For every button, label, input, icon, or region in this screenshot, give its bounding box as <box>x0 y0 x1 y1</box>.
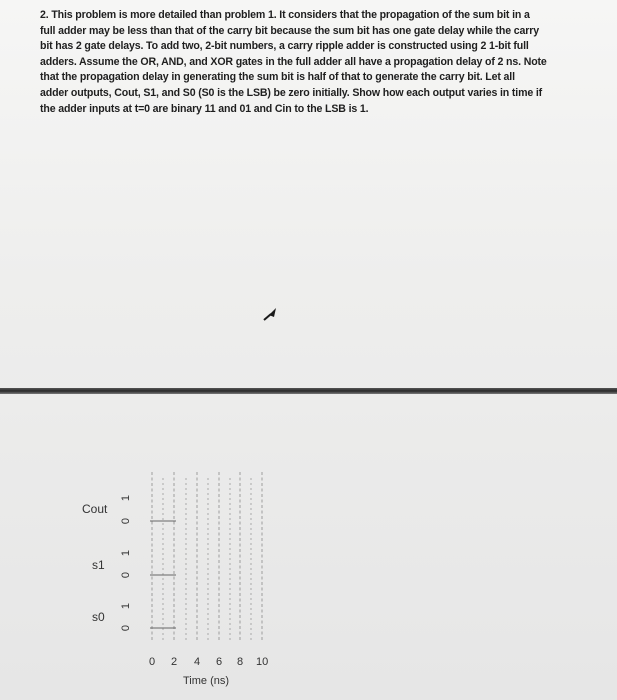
signal-label-s0: s0 <box>92 610 105 624</box>
x-tick-label: 8 <box>237 656 244 668</box>
s0-low-tick: 0 <box>120 624 133 632</box>
x-tick-label: 6 <box>216 656 223 668</box>
problem-line: the adder inputs at t=0 are binary 11 and 01 and Cin to the LSB is 1. <box>40 102 369 115</box>
signal-label-s1: s1 <box>92 558 105 572</box>
cout-low-tick: 0 <box>120 517 133 525</box>
problem-line: 2. This problem is more detailed than problem 1. It considers that the propagation of the sum bit in a <box>40 9 530 21</box>
problem-line: full adder may be less than that of the carry bit because the sum bit has one gate delay while the carry <box>40 24 539 37</box>
s0-high-tick: 1 <box>120 602 133 610</box>
x-tick-label: 4 <box>194 656 201 668</box>
problem-line: that the propagation delay in generating the sum bit is half of that to generate the carry bit. Let all <box>40 71 515 84</box>
x-tick-label: 0 <box>149 656 156 668</box>
s1-low-tick: 0 <box>120 571 133 579</box>
signal-label-cout: Cout <box>82 502 108 516</box>
problem-line: adders. Assume the OR, AND, and XOR gates in the full adder all have a propagation delay of 2 ns. Note <box>40 55 547 68</box>
problem-line: adder outputs, Cout, S1, and S0 (S0 is the LSB) be zero initially. Show how each output varies in time if <box>40 86 543 99</box>
x-tick-label: 2 <box>171 656 178 668</box>
s1-high-tick: 1 <box>120 549 133 557</box>
cout-high-tick: 1 <box>120 494 133 502</box>
x-axis-title: Time (ns) <box>183 675 230 687</box>
x-tick-label: 10 <box>256 656 269 668</box>
problem-line: bit has 2 gate delays. To add two, 2-bit numbers, a carry ripple adder is constructed using 2 1-bit full <box>40 40 529 53</box>
